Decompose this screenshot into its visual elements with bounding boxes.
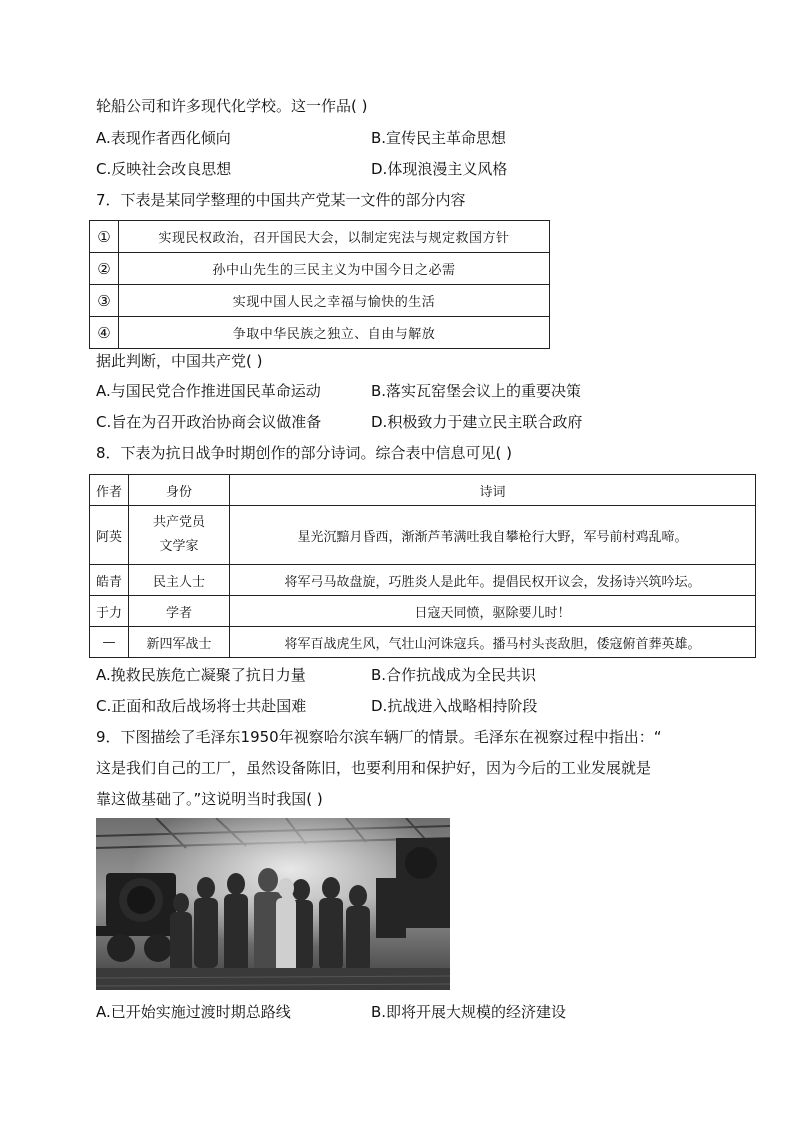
q7-option-c: C.旨在为召开政治协商会议做准备 (96, 413, 322, 431)
identity-line: 共产党员 (152, 515, 205, 530)
q8-option-d: D.抗战进入战略相持阶段 (371, 697, 538, 715)
q9-stem-line2: 这是我们自己的工厂，虽然设备陈旧，也要利用和保护好，因为今后的工业发展就是 (96, 759, 652, 777)
q6-stem-tail: 轮船公司和许多现代化学校。这一作品( ) (96, 97, 368, 115)
q6-option-a: A.表现作者西化倾向 (96, 129, 231, 147)
row-text: 实现中国人民之幸福与愉快的生活 (119, 285, 550, 317)
cell-poem: 将军弓马故盘旋，巧胜炎人是此年。提倡民权开议会，发扬诗兴筑吟坛。 (230, 565, 756, 596)
q7-table (89, 220, 550, 349)
cell-author: 于力 (90, 596, 129, 627)
q7-option-d: D.积极致力于建立民主联合政府 (371, 413, 583, 431)
table-row (90, 221, 550, 253)
header-author: 作者 (90, 475, 129, 506)
table-row (90, 317, 550, 349)
q7-option-b: B.落实瓦窑堡会议上的重要决策 (371, 382, 582, 400)
q9-option-b: B.即将开展大规模的经济建设 (371, 1003, 567, 1021)
cell-identity: 民主人士 (129, 565, 230, 596)
row-text: 孙中山先生的三民主义为中国今日之必需 (119, 253, 550, 285)
q7-stem: 7．下表是某同学整理的中国共产党某一文件的部分内容 (96, 191, 466, 209)
table-row (90, 565, 756, 596)
cell-author: 阿英 (90, 506, 129, 565)
table-row (90, 506, 756, 565)
q8-option-b: B.合作抗战成为全民共识 (371, 666, 537, 684)
q6-option-d: D.体现浪漫主义风格 (371, 160, 508, 178)
q9-stem-line1: 9．下图描绘了毛泽东1950年视察哈尔滨车辆厂的情景。毛泽东在视察过程中指出：“ (96, 728, 662, 746)
cell-poem: 星光沉黯月昏西，渐渐芦苇满吐我自攀枪行大野，军号前村鸡乱啼。 (230, 506, 756, 565)
row-text: 实现民权政治，召开国民大会，以制定宪法与规定救国方针 (119, 221, 550, 253)
q6-option-b: B.宣传民主革命思想 (371, 129, 507, 147)
cell-identity: 学者 (129, 596, 230, 627)
table-header-row (90, 475, 756, 506)
table-row (90, 253, 550, 285)
factory-inspection-painting (96, 818, 450, 990)
cell-author: 皓青 (90, 565, 129, 596)
q9-option-a: A.已开始实施过渡时期总路线 (96, 1003, 291, 1021)
row-text: 争取中华民族之独立、自由与解放 (119, 317, 550, 349)
q8-stem: 8．下表为抗日战争时期创作的部分诗词。综合表中信息可见( ) (96, 444, 513, 462)
q6-option-c: C.反映社会改良思想 (96, 160, 232, 178)
row-number: ② (90, 253, 119, 285)
q8-table (89, 474, 756, 658)
cell-identity: 新四军战士 (129, 627, 230, 658)
header-poem: 诗词 (230, 475, 756, 506)
table-row (90, 627, 756, 658)
table-row (90, 596, 756, 627)
row-number: ④ (90, 317, 119, 349)
q9-stem-line3: 靠这做基础了。”这说明当时我国( ) (96, 790, 323, 808)
table-row (90, 285, 550, 317)
q7-option-a: A.与国民党合作推进国民革命运动 (96, 382, 321, 400)
cell-poem: 日寇天同愤，驱除要儿时！ (230, 596, 756, 627)
q8-option-c: C.正面和敌后战场将士共赴国难 (96, 697, 307, 715)
header-identity: 身份 (129, 475, 230, 506)
row-number: ③ (90, 285, 119, 317)
q7-follow: 据此判断，中国共产党( ) (96, 352, 263, 370)
row-number: ① (90, 221, 119, 253)
cell-identity (129, 506, 230, 565)
q8-option-a: A.挽救民族危亡凝聚了抗日力量 (96, 666, 306, 684)
identity-line: 文学家 (159, 539, 199, 554)
cell-author: — (90, 627, 129, 658)
cell-poem: 将军百战虎生风，气壮山河诛寇兵。播马村头丧敌胆，倭寇俯首葬英雄。 (230, 627, 756, 658)
